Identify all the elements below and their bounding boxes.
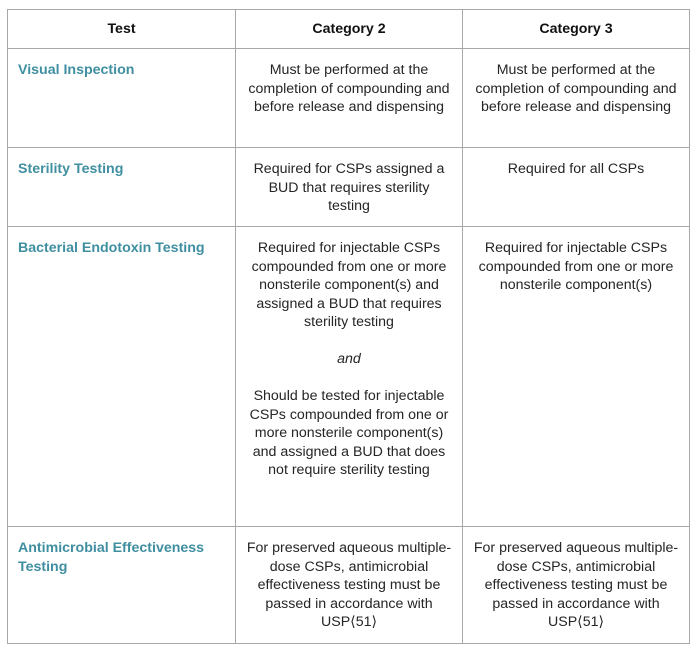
table-row [8,49,690,148]
table-header-row [8,10,690,49]
category-2-cell: Required for CSPs assigned a BUD that requires sterility testing [236,148,463,227]
test-name: Visual Inspection [8,49,236,148]
table-row [8,227,690,527]
category-2-conjunction: and [337,351,361,367]
test-name: Bacterial Endotoxin Testing [8,227,236,527]
category-2-cell [236,227,463,527]
test-name: Antimicrobial Effectiveness Testing [8,527,236,644]
category-3-cell: Required for injectable CSPs compounded from one or more nonsterile component(s) [463,227,690,527]
category-2-text-part-2: Should be tested for injectable CSPs compounded from one or more nonsterile component(s) and assigned a BUD that does not require sterility testing [249,388,449,478]
header-category-2: Category 2 [236,10,463,49]
header-category-3: Category 3 [463,10,690,49]
testing-requirements-table [7,9,690,644]
category-2-text-part-1: Required for injectable CSPs compounded from one or more nonsterile component(s) and assigned a BUD that requires sterility testing [251,240,447,330]
table-row [8,148,690,227]
header-test: Test [8,10,236,49]
table-container [7,9,690,644]
category-2-cell: Must be performed at the completion of compounding and before release and dispensing [236,49,463,148]
test-name: Sterility Testing [8,148,236,227]
paragraph-gap [246,332,452,351]
paragraph-gap [246,369,452,388]
category-2-cell: For preserved aqueous multiple-dose CSPs, antimicrobial effectiveness testing must be passed in accordance with USP⟨51⟩ [236,527,463,644]
category-3-cell: Required for all CSPs [463,148,690,227]
category-3-cell: Must be performed at the completion of compounding and before release and dispensing [463,49,690,148]
table-row [8,527,690,644]
category-3-cell: For preserved aqueous multiple-dose CSPs, antimicrobial effectiveness testing must be passed in accordance with USP⟨51⟩ [463,527,690,644]
